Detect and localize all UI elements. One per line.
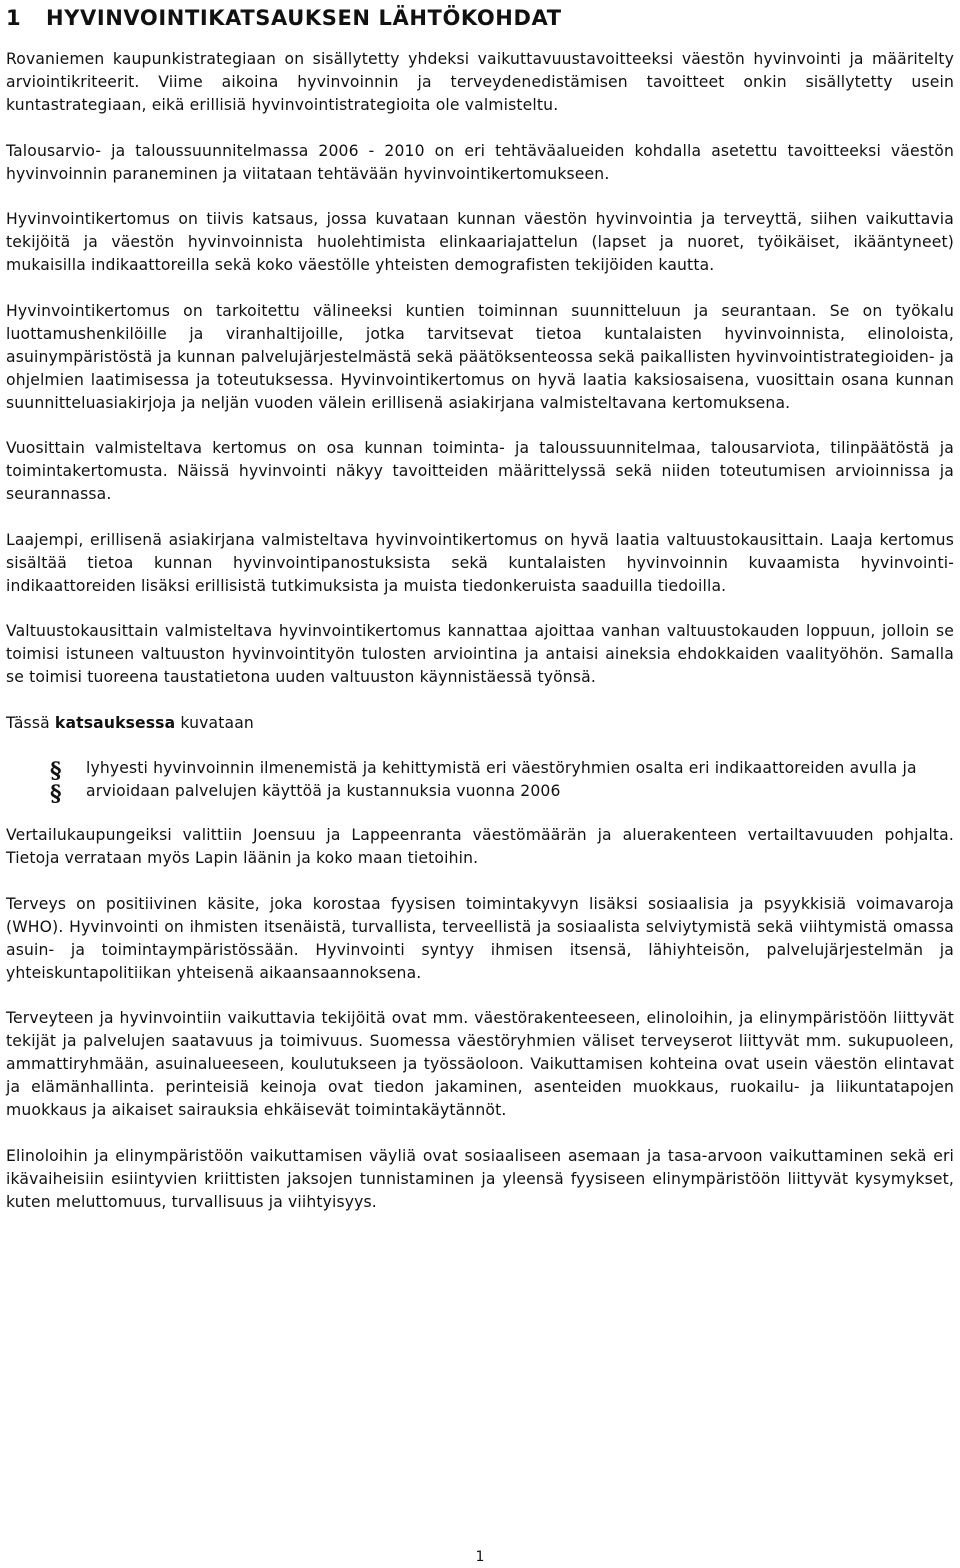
list-item-text: arvioidaan palvelujen käyttöä ja kustannuksia vuonna 2006 (86, 782, 561, 800)
paragraph-determinants: Terveyteen ja hyvinvointiin vaikuttavia tekijöitä ovat mm. väestörakenteeseen, elinoloihin, ja elinympäristöön liittyvät tekijät ja palvelujen saatavuus ja toimivuus. Suomessa väestöryhmien väliset terveyserot liittyvät mm. sukupuoleen, ammattiryhmään, asuinalueeseen, koulutukseen ja työssäoloon. Vaikuttamisen kohteina ovat usein väestön elintavat ja elämänhallinta. perinteisiä keinoja ovat tiedon jakaminen, asenteiden muokkaus, ruokailu- ja liikuntatapojen muokkaus ja aikaiset sairauksia ehkäisevät toimintakäytännöt. (6, 1009, 954, 1119)
intro-before: Tässä (6, 713, 55, 732)
paragraph-definition: Hyvinvointikertomus on tiivis katsaus, jossa kuvataan kunnan väestön hyvinvointia ja terveyttä, siihen vaikuttavia tekijöitä ja väestön hyvinvoinnista huolehtimista elinkaariajattelun (lapset ja nuoret, työikäiset, ikääntyneet) mukaisilla indikaattoreilla sekä koko väestölle yhteisten demografisten tekijöiden kautta. (6, 210, 954, 274)
section-sign-icon (46, 759, 68, 781)
list-item (6, 757, 954, 780)
section-number: 1 (6, 6, 22, 30)
paragraph-health-concept: Terveys on positiivinen käsite, joka korostaa fyysisen toimintakyvyn lisäksi sosiaalisia ja psyykkisiä voimavaroja (WHO). Hyvinvointi on ihmisten itsenäistä, turvallista, terveellistä ja sosiaalista selviytymistä sekä viihtymistä omassa asuin- ja toimintaympäristössään. Hyvinvointi syntyy ihmisen itsensä, lähiyhteisön, palvelujärjestelmän ja yhteiskuntapolitiikan yhteisenä aikaansaannoksena. (6, 894, 954, 982)
svg-text:§: § (50, 782, 62, 804)
paragraph-intro (6, 712, 954, 735)
section-heading (6, 4, 562, 32)
paragraph-purpose: Hyvinvointikertomus on tarkoitettu välineeksi kuntien toiminnan suunnitteluun ja seurantaan. Se on työkalu luottamushenkilöille ja viranhaltijoille, jotka tarvitsevat tietoa kuntalaisten hyvinvoinnista, elinoloista, asuinympäristöstä ja kunnan palvelujärjestelmästä sekä päätöksenteossa sekä paikallisten hyvinvointistrategioiden- ja ohjelmien laatimisessa ja toteutuksessa. Hyvinvointikertomus on hyvä laatia kaksiosaisena, vuosittain osana kunnan suunnitteluasiakirjoja ja neljän vuoden välein erillisenä asiakirjana valmisteltavana kertomuksena. (6, 301, 954, 412)
bullet-list (6, 757, 954, 803)
section-title: HYVINVOINTIKATSAUKSEN LÄHTÖKOHDAT (46, 6, 562, 30)
paragraph-budget: Talousarvio- ja taloussuunnitelmassa 2006 - 2010 on eri tehtäväalueiden kohdalla asetettu tavoitteeksi väestön hyvinvoinnin paraneminen ja viitataan tehtävään hyvinvointikertomukseen. (6, 141, 954, 183)
paragraph-comparison: Vertailukaupungeiksi valittiin Joensuu ja Lappeenranta väestömäärän ja aluerakenteen vertailtavuuden pohjalta. Tietoja verrataan myös Lapin läänin ja koko maan tietoihin. (6, 826, 954, 867)
body-text (6, 48, 954, 1236)
paragraph-annual-report: Vuosittain valmisteltava kertomus on osa kunnan toiminta- ja taloussuunnitelmaa, talousarviota, tilinpäätöstä ja toimintakertomusta. Näissä hyvinvointi näkyy tavoitteiden määrittelyssä sekä niiden toteutumisen arvioinnissa ja seurannassa. (6, 439, 954, 503)
list-item-text: lyhyesti hyvinvoinnin ilmenemistä ja kehittymistä eri väestöryhmien osalta eri indikaattoreiden avulla ja (86, 759, 917, 777)
intro-bold: katsauksessa (54, 713, 176, 732)
paragraph-extended-report: Laajempi, erillisenä asiakirjana valmisteltava hyvinvointikertomus on hyvä laatia valtuustokausittain. Laaja kertomus sisältää tietoa kunnan hyvinvointipanostuksista sekä kuntalaisten hyvinvoinnin kuvaamista hyvinvointi-indikaattoreiden lisäksi erillisistä tutkimuksista ja muista tiedonkeruista saaduilla tiedoilla. (6, 530, 954, 595)
list-item (6, 780, 954, 803)
intro-after: kuvataan (175, 713, 254, 732)
paragraph-strategy: Rovaniemen kaupunkistrategiaan on sisällytetty yhdeksi vaikuttavuustavoitteeksi väestön hyvinvointi ja määritelty arviointikriteerit. Viime aikoina hyvinvoinnin ja terveydenedistämisen tavoitteet onkin sisällytetty usein kuntastrategiaan, eikä erillisiä hyvinvointistrategioita ole valmisteltu. (6, 50, 954, 114)
page-number: 1 (475, 1549, 485, 1565)
paragraph-council-term: Valtuustokausittain valmisteltava hyvinvointikertomus kannattaa ajoittaa vanhan valtuustokauden loppuun, jolloin se toimisi istuneen valtuuston hyvinvointityön tulosten arviointina ja antaisi aineksia ehdokkaiden vaalityöhön. Samalla se toimisi tuoreena taustatietona uuden valtuuston käynnistäessä työnsä. (6, 622, 954, 686)
paragraph-living-conditions: Elinoloihin ja elinympäristöön vaikuttamisen väyliä ovat sosiaaliseen asemaan ja tasa-arvoon vaikuttaminen sekä eri ikävaiheisiin esiintyvien kriittisten jaksojen tunnistaminen ja yleensä fyysiseen elinympäristöön liittyvät kysymykset, kuten meluttomuus, turvallisuus ja viihtyisyys. (6, 1146, 954, 1211)
svg-text:§: § (50, 759, 62, 781)
section-sign-icon (46, 782, 68, 804)
